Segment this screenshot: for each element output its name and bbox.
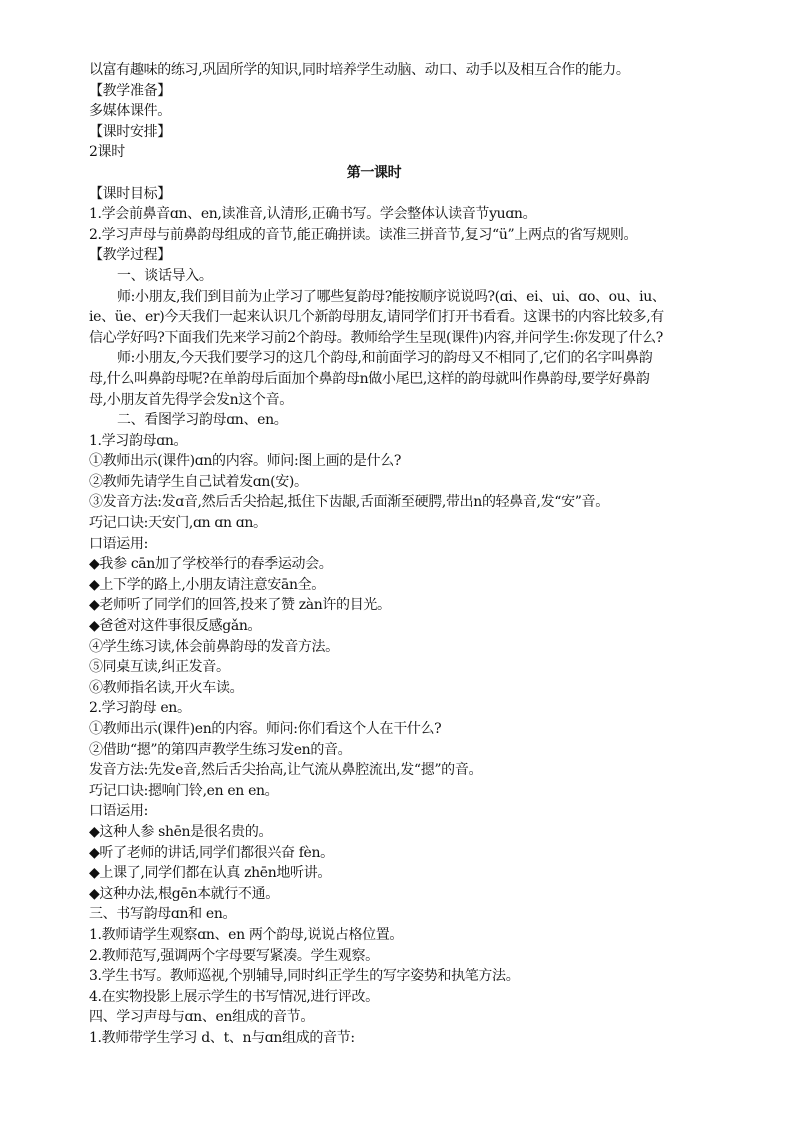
text-line: 师:小朋友,今天我们要学习的这几个韵母,和前面学习的韵母又不相同了,它们的名字叫鼻韵	[117, 350, 653, 367]
section-title: 第一课时	[346, 164, 402, 181]
text-line: 一、谈话导入。	[117, 267, 213, 284]
text-line: ①教师出示(课件)ɑn的内容。师问:图上画的是什么?	[89, 453, 402, 470]
text-line: 母,什么叫鼻韵母呢?在单韵母后面加个鼻韵母n做小尾巴,这样的韵母就叫作鼻韵母,要学好鼻韵	[89, 370, 650, 387]
text-line: 师:小朋友,我们到目前为止学习了哪些复韵母?能按顺序说说吗?(ɑi、ei、ui、ɑo、ou、iu、	[117, 288, 666, 305]
text-line: ◆老师听了同学们的回答,投来了赞 zàn许的目光。	[89, 597, 391, 614]
text-line: ⑤同桌互读,纠正发音。	[89, 659, 230, 676]
text-line: ◆我参 cān加了学校举行的春季运动会。	[89, 556, 333, 573]
text-line: 1.学习韵母ɑn。	[89, 432, 188, 449]
text-line: 口语运用:	[89, 803, 148, 820]
text-line: 1.学会前鼻音ɑn、en,读准音,认清形,正确书写。学会整体认读音节yuɑn。	[89, 206, 537, 223]
text-line: 【教学准备】	[89, 82, 171, 99]
text-line: ◆这种人参 shēn是很名贵的。	[89, 823, 273, 840]
text-line: 2课时	[89, 144, 125, 161]
text-line: 巧记口诀:天安门,ɑn ɑn ɑn。	[89, 515, 267, 532]
text-line: ie、üe、er)今天我们一起来认识几个新韵母朋友,请同学们打开书看看。这课书的内容比较多,有	[89, 309, 664, 326]
text-line: ④学生练习读,体会前鼻韵母的发音方法。	[89, 638, 339, 655]
text-line: 3.学生书写。教师巡视,个别辅导,同时纠正学生的写字姿势和执笔方法。	[89, 968, 520, 985]
text-line: ⑥教师指名读,开火车读。	[89, 679, 244, 696]
text-line: ②教师先请学生自己试着发ɑn(安)。	[89, 473, 308, 490]
text-line: ◆上下学的路上,小朋友请注意安ān全。	[89, 576, 325, 593]
text-line: 4.在实物投影上展示学生的书写情况,进行评改。	[89, 988, 379, 1005]
text-line: 巧记口诀:摁响门铃,en en en。	[89, 782, 279, 799]
text-line: 2.教师范写,强调两个字母要写紧凑。学生观察。	[89, 947, 379, 964]
text-line: 1.教师带学生学习 d、t、n与ɑn组成的音节:	[89, 1029, 355, 1046]
text-line: 2.学习声母与前鼻韵母组成的音节,能正确拼读。读准三拼音节,复习“ü”上两点的省写规则。	[89, 226, 638, 243]
text-line: 以富有趣味的练习,巩固所学的知识,同时培养学生动脑、动口、动手以及相互合作的能力。	[89, 62, 630, 78]
text-line: 多媒体课件。	[89, 103, 171, 120]
text-line: ◆爸爸对这件事很反感gǎn。	[89, 618, 262, 635]
text-line: 【课时目标】	[89, 185, 171, 202]
text-line: 母,小朋友首先得学会发n这个音。	[89, 391, 293, 408]
text-line: 【课时安排】	[89, 123, 171, 140]
text-line: 四、学习声母与ɑn、en组成的音节。	[89, 1009, 314, 1026]
text-line: ②借助“摁”的第四声教学生练习发en的音。	[89, 741, 352, 758]
text-line: 信心学好吗?下面我们先来学习前2个韵母。教师给学生呈现(课件)内容,并问学生:你发现了什么?	[89, 329, 663, 346]
text-line: 2.学习韵母 en。	[89, 700, 191, 717]
document-page	[89, 60, 769, 1049]
text-line: 口语运用:	[89, 535, 148, 552]
text-line: ◆这种办法,根gēn本就行不通。	[89, 885, 279, 902]
text-line: ③发音方法:发ɑ音,然后舌尖拾起,抵住下齿龈,舌面渐至硬腭,带出n的轻鼻音,发“安”音。	[89, 494, 609, 511]
text-line: ◆上课了,同学们都在认真 zhēn地听讲。	[89, 865, 332, 882]
text-line: ①教师出示(课件)en的内容。师问:你们看这个人在干什么?	[89, 721, 442, 737]
text-line: 发音方法:先发e音,然后舌尖抬高,让气流从鼻腔流出,发“摁”的音。	[89, 762, 483, 779]
text-line: 1.教师请学生观察ɑn、en 两个韵母,说说占格位置。	[89, 926, 404, 943]
text-line: ◆听了老师的讲话,同学们都很兴奋 fèn。	[89, 844, 334, 861]
text-line: 二、看图学习韵母ɑn、en。	[117, 412, 288, 429]
text-line: 【教学过程】	[89, 247, 171, 264]
text-line: 三、书写韵母ɑn和 en。	[89, 906, 237, 923]
